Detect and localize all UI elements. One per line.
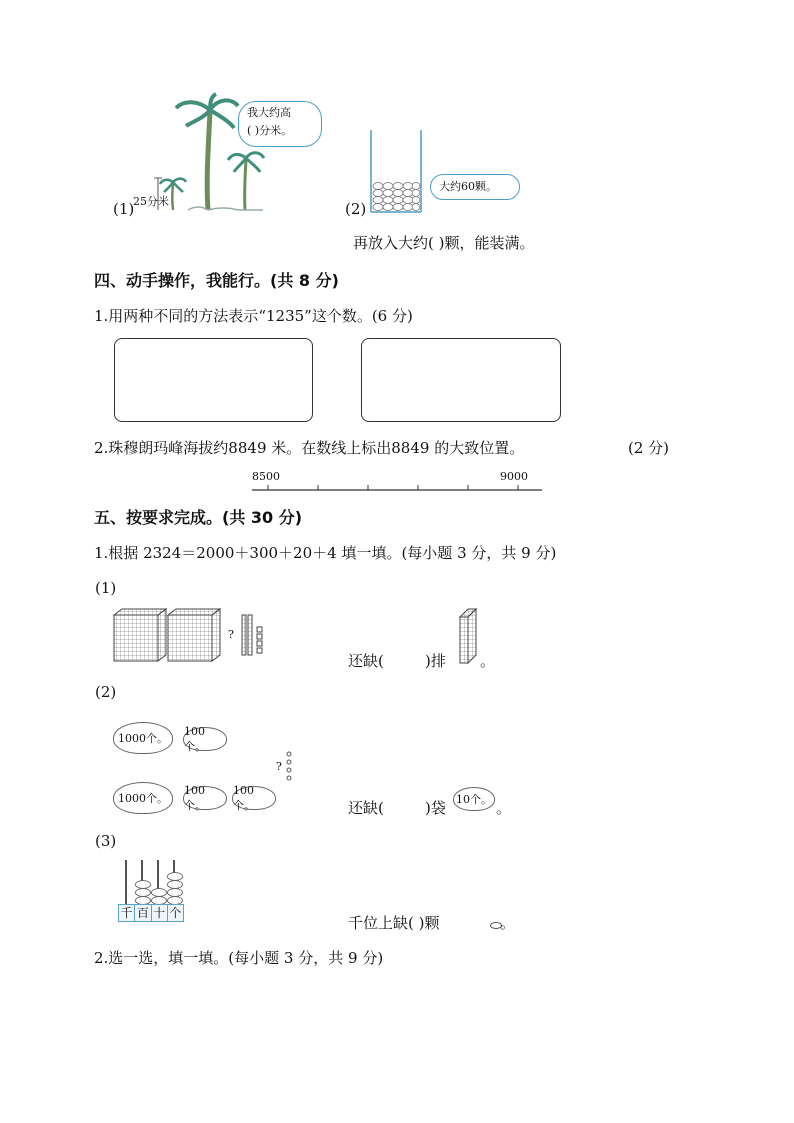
hundred-flat-icon [456,607,480,665]
part-3-answer: 千位上缺( )颗 [348,914,440,932]
bag-1000-b: 1000个。 [113,782,173,814]
section-5-question-1: 1.根据 2324＝2000＋300＋20＋4 填一填。(每小题 3 分，共 9 分) [94,544,557,562]
abacus-bead [167,888,183,897]
abacus-bead [167,872,183,881]
part-1-answer-prefix: 还缺( [348,652,384,670]
figure-1-label: (1) [113,200,135,218]
bag-100-c: 100个。 [232,786,276,810]
number-line[interactable] [250,482,546,494]
part-2-label: (2) [95,683,117,701]
abacus-label-thousands: 千 [119,905,135,921]
height-label: 25分米 [133,195,169,208]
base-ten-blocks [112,607,277,665]
part-1-question-mark: ? [228,628,234,641]
answer-box-1[interactable] [114,338,313,422]
bag-100-a: 100个。 [183,727,227,751]
abacus-bead [135,888,151,897]
section-5-question-2: 2.选一选，填一填。(每小题 3 分，共 9 分) [94,949,384,967]
part-1-answer-end: 。 [480,652,496,670]
speech-bubble-1 [238,101,322,147]
abacus-bead [135,880,151,889]
part-1-label: (1) [95,579,117,597]
section-5-heading: 五、按要求完成。(共 30 分) [94,508,303,527]
part-2-answer-mid: )袋 [425,799,446,817]
section-4-question-1: 1.用两种不同的方法表示“1235”这个数。(6 分) [94,307,413,325]
bag-100-b: 100个。 [183,786,227,810]
part-2-question-mark: ? [276,760,282,773]
abacus-label-hundreds: 百 [135,905,151,921]
abacus-bead [167,880,183,889]
abacus-base [118,904,184,922]
bubble-1-line2: ( )分米。 [247,124,293,137]
part-1-answer-mid: )排 [425,652,446,670]
section-4-heading: 四、动手操作，我能行。(共 8 分) [94,271,339,290]
section-4-question-2: 2.珠穆朗玛峰海拔约8849 米。在数线上标出8849 的大致位置。 [94,439,525,457]
abacus-label-tens: 十 [152,905,168,921]
section-4-question-2-score: (2 分) [628,439,670,457]
part-2-answer-prefix: 还缺( [348,799,384,817]
part-2-answer-end: 。 [496,799,512,817]
bubble-1-line1: 我大约高 [247,106,291,119]
answer-box-2[interactable] [361,338,561,422]
glass-jar-illustration [366,128,426,216]
part-3-answer-end: 。 [500,914,516,932]
abacus-bead [151,888,167,897]
bag-1000-a: 1000个。 [113,722,173,754]
bag-10: 10个。 [453,787,495,811]
abacus-label-ones: 个 [169,906,182,920]
part-3-label: (3) [95,832,117,850]
single-beads-icon [284,750,294,782]
abacus [118,860,184,922]
figure-2-label: (2) [345,200,367,218]
numberline-start-label: 8500 [252,470,280,483]
speech-bubble-2: 大约60颗。 [430,174,520,200]
numberline-end-label: 9000 [500,470,528,483]
figure-2-question: 再放入大约( )颗，能装满。 [353,234,535,252]
